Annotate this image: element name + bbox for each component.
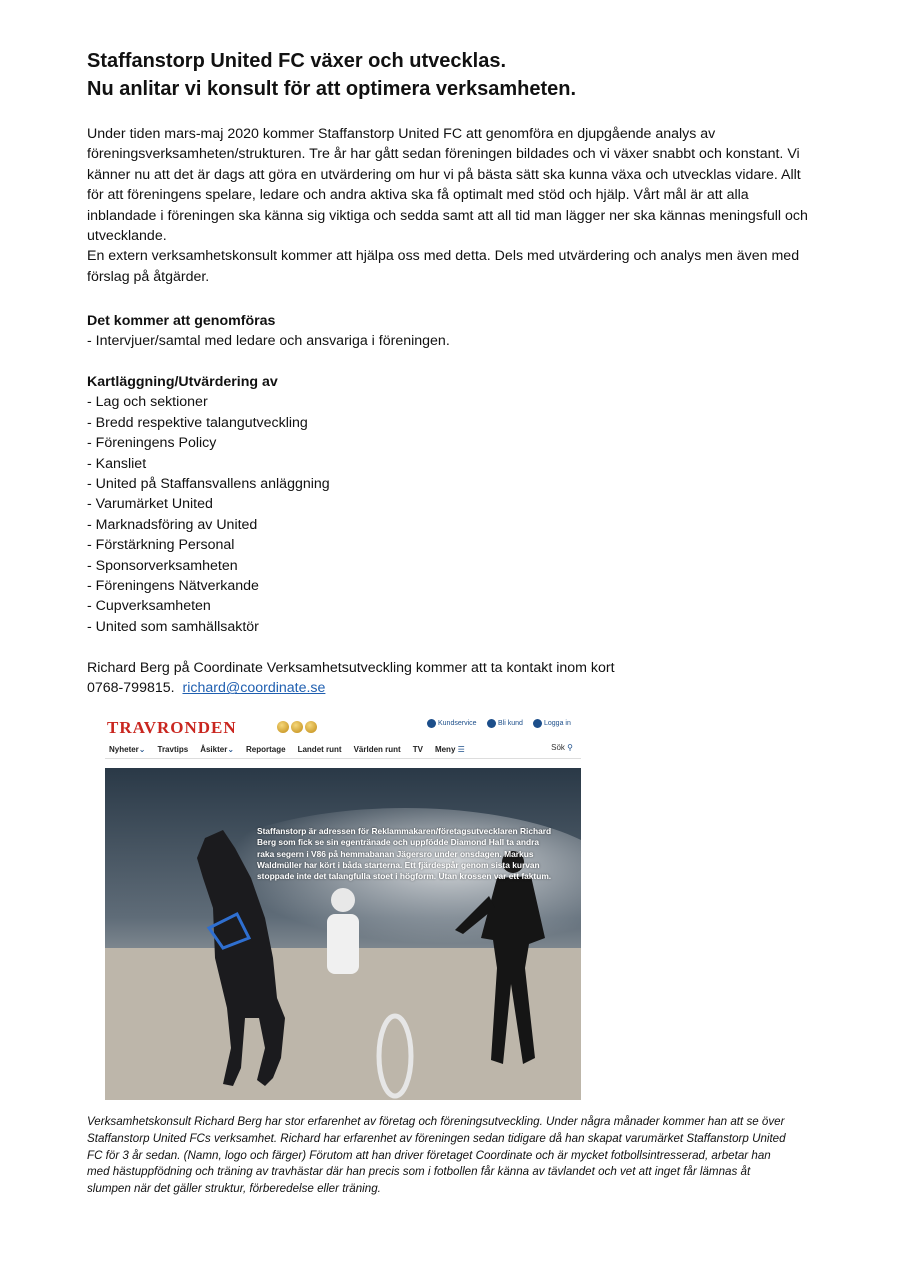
medal-icon <box>305 721 317 733</box>
travronden-screenshot <box>105 716 581 1100</box>
intro-paragraph-2: En extern verksamhetskonsult kommer att hjälpa oss med detta. Dels med utvärdering och analys men även med förslag på åtgärder. <box>87 248 800 285</box>
phone-number: 0768-799815. <box>87 680 175 697</box>
list-item: - United på Staffansvallens anläggning <box>87 476 330 493</box>
medal-icon <box>277 721 289 733</box>
list-item: - Föreningens Nätverkande <box>87 578 259 595</box>
util-link-logga-in[interactable]: Logga in <box>533 719 571 728</box>
nav-item-asikter[interactable]: Åsikter⌄ <box>200 744 235 754</box>
list-item: - Kansliet <box>87 455 147 472</box>
plus-icon <box>487 719 496 728</box>
help-icon <box>427 719 436 728</box>
list-item: - Sponsorverksamheten <box>87 557 238 574</box>
site-nav <box>105 740 581 758</box>
site-header <box>105 716 581 759</box>
list-item: - Intervjuer/samtal med ledare och ansvariga i föreningen. <box>87 333 450 350</box>
contact-line: Richard Berg på Coordinate Verksamhetsutveckling kommer att ta kontakt inom kort <box>87 660 615 676</box>
search-link[interactable]: Sök ⚲ <box>551 743 573 752</box>
hamburger-icon: ☰ <box>457 744 465 754</box>
race-photo-illustration <box>105 768 581 1100</box>
nav-item-reportage[interactable]: Reportage <box>246 744 286 754</box>
list-item: - Bredd respektive talangutveckling <box>87 414 308 431</box>
list-item: - Cupverksamheten <box>87 598 211 615</box>
list-item: - Marknadsföring av United <box>87 516 258 533</box>
email-link[interactable]: richard@coordinate.se <box>182 680 326 697</box>
section-heading-genomforas: Det kommer att genomföras <box>87 313 276 329</box>
list-item: - United som samhällsaktör <box>87 618 259 635</box>
medal-icon <box>291 721 303 733</box>
race-photo <box>105 768 581 1100</box>
nav-item-nyheter[interactable]: Nyheter⌄ <box>109 744 146 754</box>
section-heading-kartlaggning: Kartläggning/Utvärdering av <box>87 374 278 390</box>
title-line-2: Nu anlitar vi konsult för att optimera verksamheten. <box>87 78 577 100</box>
list-item: - Lag och sektioner <box>87 394 208 411</box>
list-item: - Föreningens Policy <box>87 435 217 452</box>
intro-paragraph-1: Under tiden mars-maj 2020 kommer Staffanstorp United FC att genomföra en djupgående analys av föreningsverksamheten/strukturen. Tre år har gått sedan föreningen bildades och vi växer snabbt och konstant. Vi känner nu att det är dags att göra en utvärdering om hur vi på bästa sätt ska kunna växa och utvecklas vidare. Allt för att föreningens spelare, ledare och andra aktiva ska få optimalt med stöd och hjälp. Vårt mål är att alla inblandade i föreningen ska känna sig viktiga och sedda samt att all tid man lägger ner ska kännas meningsfull och utvecklande. <box>87 126 808 245</box>
list-item: - Varumärket United <box>87 496 213 513</box>
section-kartlaggning <box>87 372 817 637</box>
nav-item-travtips[interactable]: Travtips <box>157 744 189 754</box>
chevron-down-icon: ⌄ <box>138 744 146 754</box>
kartlaggning-list <box>87 392 817 637</box>
title-line-1: Staffanstorp United FC växer och utvecklas. <box>87 50 507 72</box>
site-logo: TRAVRONDEN <box>107 718 237 737</box>
user-icon <box>533 719 542 728</box>
nav-item-landet-runt[interactable]: Landet runt <box>297 744 342 754</box>
search-icon: ⚲ <box>567 743 573 752</box>
nav-item-varlden-runt[interactable]: Världen runt <box>353 744 401 754</box>
chevron-down-icon: ⌄ <box>227 744 235 754</box>
nav-item-meny[interactable]: Meny ☰ <box>434 744 465 754</box>
photo-caption: Verksamhetskonsult Richard Berg har stor erfarenhet av företag och föreningsutveckling. Under några månader kommer han att se över Staffanstorp United FCs verksamhet. Richard har erfarenhet av föreningen sedan tidigare då han skapat varumärket Staffanstorp United FC för 3 år sedan. (Namn, logo och färger) Förutom att han driver företaget Coordinate och är mycket fotbollsintresserad, arbetar han med hästuppfödning och träning av travhästar där han precis som i fotbollen får känna av tävlandet och vet att inget får lämnas åt slumpen när det gäller struktur, förberedelse eller träning. <box>87 1115 786 1196</box>
photo-overlay-text: Staffanstorp är adressen för Reklammakaren/företagsutvecklaren Richard Berg som fick se sin egentränade och uppfödde Diamond Hall ta andra raka segern i V86 på hemmabanan Jägersro under onsdagen. Markus Waldmüller har kört i båda starterna. Ett fjärdespår genom sista kurvan stoppade inte det talangfulla stoet i högform. Utan krossen var ett faktum. <box>257 826 552 882</box>
section-genomforas <box>87 311 817 352</box>
util-link-bli-kund[interactable]: Bli kund <box>487 719 523 728</box>
nav-item-tv[interactable]: TV <box>412 744 423 754</box>
contact-details <box>87 678 817 698</box>
contact-block <box>87 658 817 699</box>
list-item: - Förstärkning Personal <box>87 537 235 554</box>
intro-block <box>87 124 817 287</box>
util-link-kundservice[interactable]: Kundservice <box>427 719 477 728</box>
genomforas-list <box>87 331 817 351</box>
